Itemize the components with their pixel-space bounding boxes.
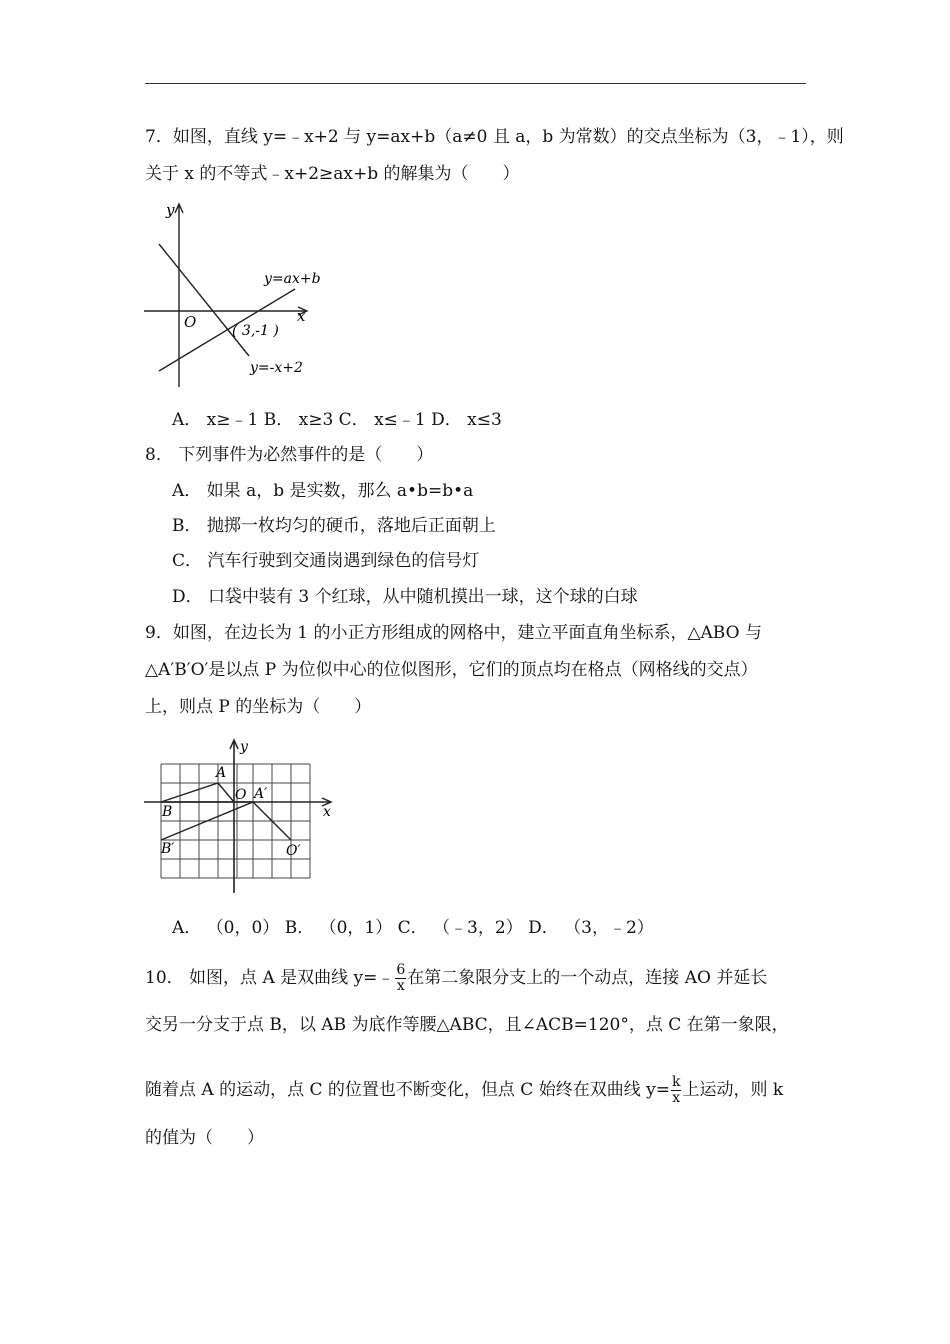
q9-label-b: B	[162, 804, 173, 820]
q7-y-label: y	[166, 201, 175, 219]
q7-point-label: ( 3,-1 )	[232, 323, 279, 339]
q10-line1-part-b: 在第二象限分支上的一个动点，连接 AO 并延长	[407, 968, 768, 988]
q10-frac2-den: x	[672, 1090, 681, 1106]
q7-stem-line2: 关于 x 的不等式﹣x+2≥ax+b 的解集为（ ）	[145, 164, 520, 184]
q7-options: A． x≥﹣1 B． x≥3 C． x≤﹣1 D． x≤3	[172, 410, 502, 430]
q10-frac2-num: k	[671, 1074, 681, 1090]
q9-label-a-prime: A′	[254, 786, 268, 802]
q7-stem-line1: 7．如图，直线 y=﹣x+2 与 y=ax+b（a≠0 且 a，b 为常数）的交点坐标为（3，﹣1），则	[145, 127, 844, 147]
q9-label-o-prime: O′	[286, 843, 301, 859]
q10-stem-line1	[145, 963, 767, 994]
q9-y-label: y	[240, 739, 248, 755]
q10-frac1-den: x	[396, 978, 405, 994]
q10-stem-line2: 交另一分支于点 B，以 AB 为底作等腰△ABC，且∠ACB=120°，点 C 在第一象限，	[145, 1015, 789, 1035]
q10-frac1-num: 6	[396, 962, 406, 978]
q9-label-b-prime: B′	[161, 841, 175, 857]
q9-x-label: x	[323, 804, 331, 820]
q10-line3-part-b: 上运动，则 k	[682, 1080, 784, 1100]
q8-option-c: C． 汽车行驶到交通岗遇到绿色的信号灯	[172, 551, 480, 571]
q7-x-label: x	[297, 307, 306, 325]
q7-figure	[140, 200, 330, 390]
q7-line1-label: y=ax+b	[264, 271, 321, 287]
q10-fraction-6-over-x	[395, 963, 406, 994]
q8-option-a: A． 如果 a，b 是实数，那么 a•b=b•a	[172, 481, 474, 501]
q10-stem-line3	[145, 1075, 783, 1106]
q9-label-o: O	[235, 787, 247, 803]
q10-line3-part-a: 随着点 A 的运动，点 C 的位置也不断变化，但点 C 始终在双曲线 y=	[145, 1080, 670, 1100]
q9-label-a: A	[216, 765, 227, 781]
header-rule	[145, 83, 806, 84]
q9-figure	[140, 735, 340, 895]
q9-stem-line3: 上，则点 P 的坐标为（ ）	[145, 697, 372, 717]
q10-fraction-k-over-x	[671, 1075, 681, 1106]
q10-stem-line4: 的值为（ ）	[145, 1128, 264, 1148]
q10-line1-part-a: 10． 如图，点 A 是双曲线 y=﹣	[145, 968, 395, 988]
q7-line-neg-x-plus-2	[159, 244, 249, 356]
q8-option-d: D． 口袋中装有 3 个红球，从中随机摸出一球，这个球的白球	[172, 587, 638, 607]
q9-grid	[161, 764, 310, 878]
q9-triangle-abo	[161, 783, 234, 802]
q9-stem-line2: △A′B′O′是以点 P 为位似中心的位似图形，它们的顶点均在格点（网格线的交点）	[145, 660, 758, 680]
q8-option-b: B． 抛掷一枚均匀的硬币，落地后正面朝上	[172, 516, 496, 536]
q7-origin-label: O	[184, 313, 197, 331]
q9-stem-line1: 9．如图，在边长为 1 的小正方形组成的网格中，建立平面直角坐标系，△ABO 与	[145, 623, 762, 643]
q8-stem: 8． 下列事件为必然事件的是（ ）	[145, 445, 434, 465]
q7-line2-label: y=-x+2	[250, 360, 303, 376]
q9-options: A． （0，0） B． （0，1） C． （﹣3，2） D． （3，﹣2）	[172, 918, 654, 938]
